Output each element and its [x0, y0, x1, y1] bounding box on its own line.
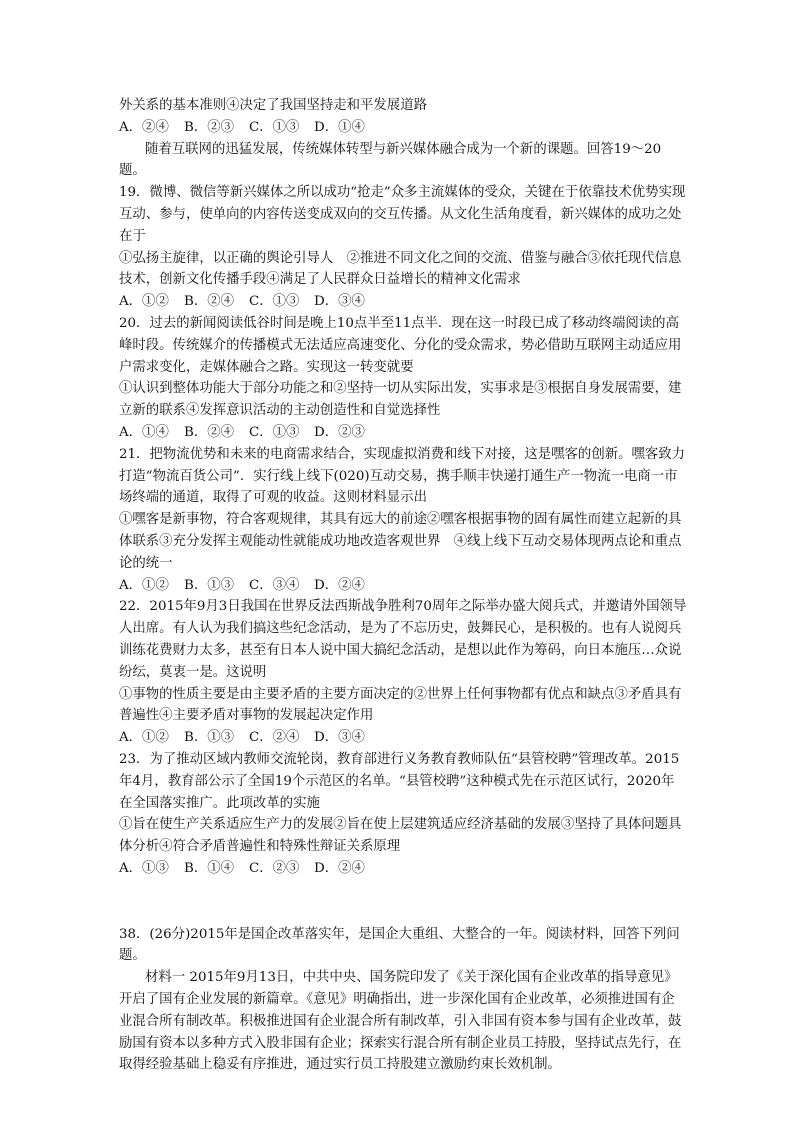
option-c: C．②④: [249, 730, 300, 746]
q23-choices: ①旨在使生产关系适应生产力的发展②旨在使上层建筑适应经济基础的发展③坚持了具体问题具体分析④符合矛盾普遍性和特殊性辩证关系原理: [119, 817, 682, 855]
option-b: B．②④: [184, 294, 235, 310]
q20-options: [119, 422, 687, 444]
q18-options: [119, 117, 687, 139]
option-c: C．②③: [249, 860, 300, 876]
q21-choices: ①嘿客是新事物，符合客观规律，其具有远大的前途②嘿客根据事物的固有属性而建立起新的具体联系③充分发挥主观能动性就能成功地改造客观世界 ④线上线下互动交易体现两点论和重点论的统一: [119, 512, 682, 571]
option-b: B．②④: [184, 424, 235, 440]
option-d: D．①④: [314, 119, 365, 135]
q19-stem: 19．微博、微信等新兴媒体之所以成功“抢走”众多主流媒体的受众，关键在于依靠技术优势实现互动、参与，使单向的内容传送变成双向的交互传播。从文化生活角度看，新兴媒体的成功之处在于: [119, 185, 686, 244]
option-a: A．①④: [119, 424, 169, 440]
option-d: D．③④: [314, 294, 365, 310]
option-d: D．②③: [314, 424, 365, 440]
option-b: B．①③: [184, 730, 235, 746]
q38-stem: 38．(26分)2015年是国企改革落实年，是国企大重组、大整合的一年。阅读材料，回答下列问题。: [119, 926, 680, 964]
intro-line: 外关系的基本准则④决定了我国坚持走和平发展道路: [119, 98, 427, 113]
option-d: D．②④: [314, 860, 365, 876]
q23-stem: 23．为了推动区域内教师交流轮岗，教育部进行义务教育教师队伍“县管校聘”管理改革。2015年4月，教育部公示了全国19个示范区的名单。“县管校聘”这种模式先在示范区试行，2020年在全国落实推广。此项改革的实施: [119, 751, 680, 811]
option-a: A．①②: [119, 294, 169, 310]
option-d: D．②④: [314, 577, 365, 593]
q22-choices: ①事物的性质主要是由主要矛盾的主要方面决定的②世界上任何事物都有优点和缺点③矛盾具有普遍性④主要矛盾对事物的发展起决定作用: [119, 686, 682, 724]
option-d: D．③④: [314, 730, 365, 746]
option-a: A．①③: [119, 860, 169, 876]
option-b: B．②③: [184, 119, 235, 135]
q38-material-1: 材料一 2015年9月13日，中共中央、国务院印发了《关于深化国有企业改革的指导意见》开启了国有企业发展的新篇章。《意见》明确指出，进一步深化国有企业改革，必须推进国有企业混合所有制改革。积极推进国有企业混合所有制改革，引入非国有资本参与国有企业改革，鼓励国有资本以多种方式入股非国有企业；探索实行混合所有制企业员工持股，坚持试点先行，在取得经验基础上稳妥有序推进，通过实行员工持股建立激励约束长效机制。: [119, 970, 682, 1073]
q21-stem: 21．把物流优势和未来的电商需求结合，实现虚拟消费和线下对接，这是嘿客的创新。嘿客致力打造“物流百货公司”．实行线上线下(020)互动交易，携手顺丰快递打通生产一物流一电商一市场终端的通道，取得了可观的收益。这则材料显示出: [119, 446, 686, 506]
option-b: B．①④: [184, 860, 235, 876]
q23-options: [119, 858, 687, 880]
option-c: C．①③: [249, 119, 300, 135]
q20-choices: ①认识到整体功能大于部分功能之和②坚持一切从实际出发，实事求是③根据自身发展需要，建立新的联系④发挥意识活动的主动创造性和自觉选择性: [119, 381, 682, 419]
section-gap: [119, 880, 687, 924]
option-a: A．②④: [119, 119, 169, 135]
q20-stem: 20．过去的新闻阅读低谷时间是晚上10点半至11点半．现在这一时段已成了移动终端阅读的高峰时段。传统媒介的传播模式无法适应高速变化、分化的受众需求，势必借助互联网主动适应用户需求变化，走媒体融合之路。实现这一转变就要: [119, 315, 682, 375]
q19-options: [119, 291, 687, 313]
q22-stem: 22．2015年9月3日我国在世界反法西斯战争胜利70周年之际举办盛大阅兵式，并邀请外国领导人出席。有人认为我们搞这些纪念活动，是为了不忘历史，鼓舞民心，是积极的。也有人说阅兵训练花费财力太多，甚至有日本人说中国大搞纪念活动，是想以此作为筹码，向日本施压…众说纷纭，莫衷一是。这说明: [119, 599, 687, 680]
option-c: C．③④: [249, 577, 300, 593]
q19-choices: ①弘扬主旋律，以正确的舆论引导人 ②推进不同文化之间的交流、借鉴与融合③依托现代信息技术，创新文化传播手段④满足了人民群众日益增长的精神文化需求: [119, 250, 682, 288]
option-a: A．①②: [119, 577, 169, 593]
option-b: B．①③: [184, 577, 235, 593]
page-content: [119, 95, 687, 1076]
option-a: A．①②: [119, 730, 169, 746]
option-c: C．①③: [249, 424, 300, 440]
shared-stem-19-20: 随着互联网的迅猛发展，传统媒体转型与新兴媒体融合成为一个新的课题。回答19～20题。: [119, 141, 662, 179]
option-c: C．①③: [249, 294, 300, 310]
q22-options: [119, 727, 687, 749]
q21-options: [119, 575, 687, 597]
